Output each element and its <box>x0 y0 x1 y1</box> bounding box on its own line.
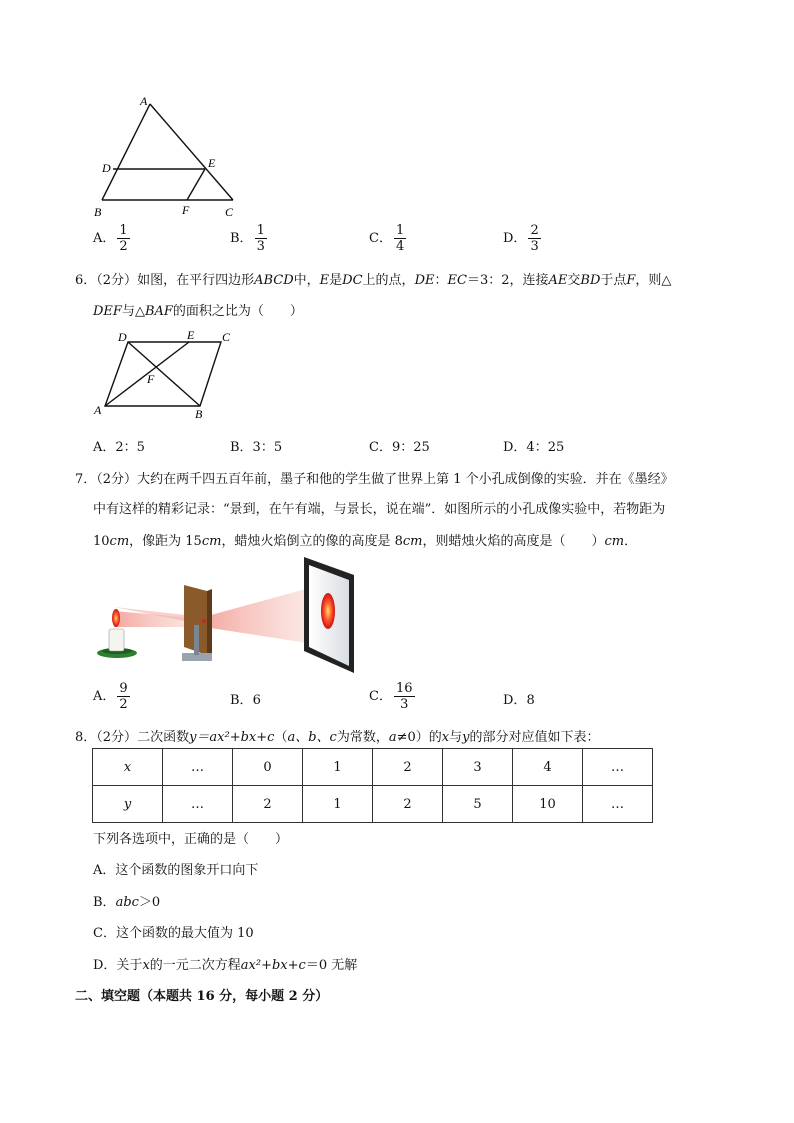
table-cell: 4 <box>513 749 583 786</box>
table-cell: 10 <box>513 786 583 823</box>
table-cell: x <box>93 749 163 786</box>
table-cell: 1 <box>303 786 373 823</box>
q6-option-d[interactable]: D．4：25 <box>503 440 565 455</box>
q8-stem: 8．（2分）二次函数y＝ax²+bx+c（a、b、c为常数，a≠0）的x与y的部分对应值如下表： <box>75 730 600 745</box>
q6-label-c: C <box>222 330 231 344</box>
q6-parallelogram-figure <box>88 326 248 426</box>
table-cell: 2 <box>373 749 443 786</box>
q6-option-c[interactable]: C．9：25 <box>369 440 430 455</box>
q6-label-f: F <box>147 372 155 386</box>
q6-label-e: E <box>187 328 195 342</box>
q7-option-c[interactable]: C． $\frac{16}{3}$ <box>369 681 413 712</box>
q8-option-c[interactable]: C．这个函数的最大值为 10 <box>93 926 254 941</box>
section-heading: 二、填空题（本题共 16 分，每小题 2 分） <box>75 989 329 1004</box>
q5-label-b: B <box>94 205 102 219</box>
table-row <box>93 786 653 823</box>
q8-option-b[interactable]: B．abc＞0 <box>93 895 161 910</box>
q5-label-d: D <box>102 161 111 175</box>
q5-label-f: F <box>182 203 190 217</box>
table-cell: … <box>583 786 653 823</box>
q8-option-d[interactable]: D．关于x的一元二次方程ax²+bx+c＝0 无解 <box>93 958 358 973</box>
q6-label-b: B <box>195 407 203 421</box>
table-cell: 2 <box>233 786 303 823</box>
table-cell: … <box>163 749 233 786</box>
q6-option-a[interactable]: A．2：5 <box>93 440 145 455</box>
table-cell: 2 <box>373 786 443 823</box>
table-cell: … <box>163 786 233 823</box>
q7-option-d[interactable]: D．8 <box>503 693 535 708</box>
q5-option-a[interactable]: A． $\frac{1}{2}$ <box>93 223 128 254</box>
q5-label-e: E <box>208 156 216 170</box>
q6-label-d: D <box>118 330 127 344</box>
q7-stem-line2: 中有这样的精彩记录：“景到，在午有端，与景长，说在端”．如图所示的小孔成像实验中，若物距为 <box>93 502 666 517</box>
q6-stem-line2: DEF与△BAF的面积之比为（ ） <box>93 304 303 319</box>
q6-option-b[interactable]: B．3：5 <box>230 440 283 455</box>
q8-prompt: 下列各选项中，正确的是（ ） <box>93 832 289 847</box>
q6-label-a: A <box>94 403 102 417</box>
table-cell: … <box>583 749 653 786</box>
q8-option-a[interactable]: A．这个函数的图象开口向下 <box>93 863 259 878</box>
table-cell: 3 <box>443 749 513 786</box>
table-cell: 0 <box>233 749 303 786</box>
q7-pinhole-figure <box>92 555 362 680</box>
q5-option-b[interactable]: B． $\frac{1}{3}$ <box>230 223 265 254</box>
q6-stem-line1: 6．（2分）如图，在平行四边形ABCD中，E是DC上的点，DE：EC＝3：2，连接AE交BD于点F，则△ <box>75 273 672 288</box>
table-cell: 1 <box>303 749 373 786</box>
q5-label-a: A <box>140 94 148 108</box>
q7-stem-line3: 10cm，像距为 15cm，蜡烛火焰倒立的像的高度是 8cm，则蜡烛火焰的高度是（ ）cm． <box>93 534 638 549</box>
q5-option-c[interactable]: C． $\frac{1}{4}$ <box>369 223 405 254</box>
q5-label-c: C <box>225 205 234 219</box>
q5-triangle-figure <box>88 92 248 222</box>
table-cell: y <box>93 786 163 823</box>
q7-option-b[interactable]: B．6 <box>230 693 261 708</box>
table-cell: 5 <box>443 786 513 823</box>
q8-value-table <box>92 748 653 823</box>
table-row <box>93 749 653 786</box>
q7-option-a[interactable]: A． $\frac{9}{2}$ <box>93 681 128 712</box>
q7-stem-line1: 7．（2分）大约在两千四五百年前，墨子和他的学生做了世界上第 1 个小孔成倒像的实验．并在《墨经》 <box>75 472 674 487</box>
q5-option-d[interactable]: D． $\frac{2}{3}$ <box>503 223 539 254</box>
